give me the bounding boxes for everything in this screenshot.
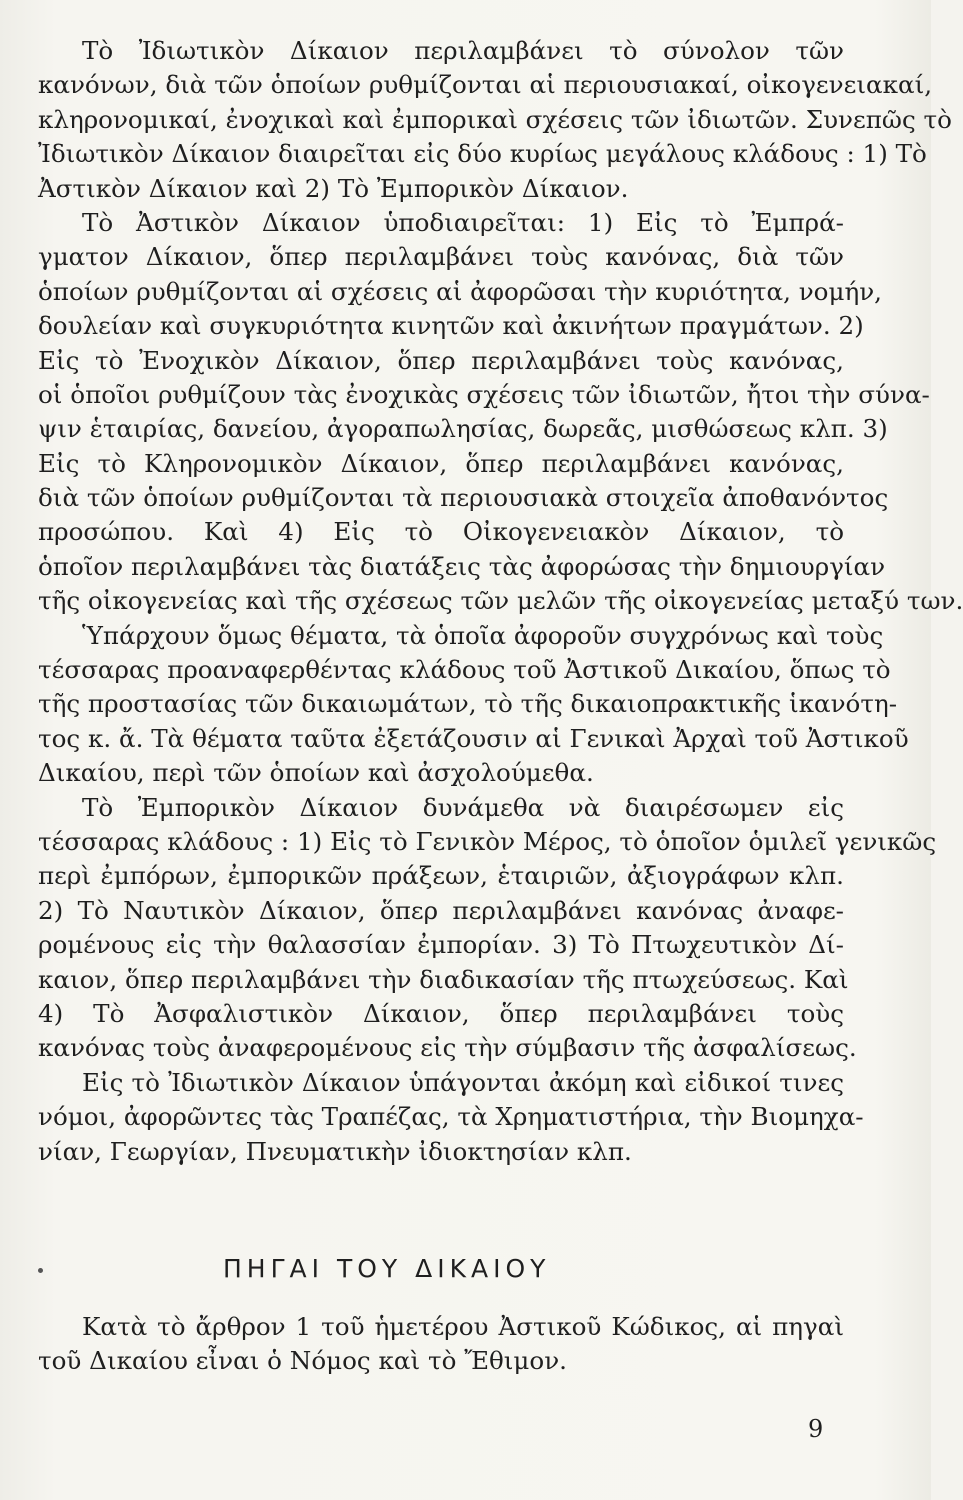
text-line: Ἀστικὸν Δίκαιον καὶ 2) Τὸ Ἐμπορικὸν Δίκαιον. — [38, 173, 629, 203]
text-line: Κατὰ τὸ ἄρθρον 1 τοῦ ἡμετέρου Ἀστικοῦ Κώδικος, αἱ πηγαὶ — [82, 1312, 844, 1341]
paragraph-civil-law — [38, 206, 963, 619]
text-line: νίαν, Γεωργίαν, Πνευματικὴν ἰδιοκτησίαν κλπ. — [38, 1136, 632, 1166]
text-line: Τὸ Ἀστικὸν Δίκαιον ὑποδιαιρεῖται: 1) Εἰς τὸ Ἐμπρά- — [82, 207, 844, 237]
text-line: κληρονομικαί, ἐνοχικαὶ καὶ ἐμπορικαὶ σχέσεις τῶν ἰδιωτῶν. Συνεπῶς τὸ — [38, 104, 952, 134]
text-line: τοῦ Δικαίου εἶναι ὁ Νόμος καὶ τὸ Ἔθιμον. — [38, 1346, 567, 1376]
text-line: Εἰς τὸ Ἐνοχικὸν Δίκαιον, ὅπερ περιλαμβάνει τοὺς κανόνας, — [38, 345, 844, 375]
text-line: Εἰς τὸ Ἰδιωτικὸν Δίκαιον ὑπάγονται ἀκόμη καὶ εἰδικοί τινες — [82, 1067, 844, 1097]
text-line: τῆς προστασίας τῶν δικαιωμάτων, τὸ τῆς δικαιοπρακτικῆς ἱκανότη- — [38, 689, 898, 719]
text-line: Ἰδιωτικὸν Δίκαιον διαιρεῖται εἰς δύο κυρίως μεγάλους κλάδους : 1) Τὸ — [38, 139, 927, 169]
text-line: Ὑπάρχουν ὅμως θέματα, τὰ ὁποῖα ἀφοροῦν συγχρόνως καὶ τοὺς — [82, 620, 884, 650]
text-line: τέσσαρας προαναφερθέντας κλάδους τοῦ Ἀστικοῦ Δικαίου, ὅπως τὸ — [38, 655, 891, 685]
text-line: περὶ ἐμπόρων, ἐμπορικῶν πράξεων, ἑταιριῶν, ἀξιογράφων κλπ. — [38, 861, 844, 891]
text-line: νόμοι, ἀφορῶντες τὰς Τραπέζας, τὰ Χρηματιστήρια, τὴν Βιομηχα- — [38, 1102, 864, 1132]
text-line: προσώπου. Καὶ 4) Εἰς τὸ Οἰκογενειακὸν Δίκαιον, τὸ — [38, 517, 844, 547]
text-line: κανόνων, διὰ τῶν ὁποίων ρυθμίζονται αἱ περιουσιακαί, οἰκογενειακαί, — [38, 70, 933, 100]
text-line: τος κ. ἄ. Τὰ θέματα ταῦτα ἐξετάζουσιν αἱ Γενικαὶ Ἀρχαὶ τοῦ Ἀστικοῦ — [38, 723, 909, 753]
text-line: κανόνας τοὺς ἀναφερομένους εἰς τὴν σύμβασιν τῆς ἀσφαλίσεως. — [38, 1033, 857, 1063]
text-line: γματον Δίκαιον, ὅπερ περιλαμβάνει τοὺς κανόνας, διὰ τῶν — [38, 242, 844, 272]
page-number: 9 — [808, 1415, 824, 1443]
paragraph-special-laws — [38, 1066, 864, 1169]
text-line: ψιν ἑταιρίας, δανείου, ἀγοραπωλησίας, δωρεᾶς, μισθώσεως κλπ. 3) — [38, 414, 888, 444]
text-line: ὁποίων ρυθμίζονται αἱ σχέσεις αἱ ἀφορῶσαι τὴν κυριότητα, νομήν, — [38, 276, 882, 306]
text-line: τέσσαρας κλάδους : 1) Εἰς τὸ Γενικὸν Μέρος, τὸ ὁποῖον ὁμιλεῖ γενικῶς — [38, 826, 937, 856]
text-line: Τὸ Ἰδιωτικὸν Δίκαιον περιλαμβάνει τὸ σύνολον τῶν — [82, 36, 844, 65]
section-heading: ΠΗΓΑΙ ΤΟΥ ΔΙΚΑΙΟΥ — [223, 1254, 551, 1283]
paragraph-sources-of-law — [38, 1310, 844, 1379]
text-line: καιον, ὅπερ περιλαμβάνει τὴν διαδικασίαν τῆς πτωχεύσεως. Καὶ — [38, 964, 849, 994]
text-line: δουλείαν καὶ συγκυριότητα κινητῶν καὶ ἀκινήτων πραγμάτων. 2) — [38, 311, 864, 341]
text-line: 2) Τὸ Ναυτικὸν Δίκαιον, ὅπερ περιλαμβάνει κανόνας ἀναφε- — [38, 895, 844, 925]
text-line: ρομένους εἰς τὴν θαλασσίαν ἐμπορίαν. 3) Τὸ Πτωχευτικὸν Δί- — [38, 930, 844, 960]
text-line: τῆς οἰκογενείας καὶ τῆς σχέσεως τῶν μελῶν τῆς οἰκογενείας μεταξύ των. — [38, 586, 963, 616]
body-text — [38, 34, 963, 1169]
text-line: Δικαίου, περὶ τῶν ὁποίων καὶ ἀσχολούμεθα. — [38, 758, 594, 788]
paragraph-commercial-law — [38, 791, 937, 1066]
section-heading-block — [38, 1252, 844, 1292]
text-line: ὁποῖον περιλαμβάνει τὰς διατάξεις τὰς ἀφορώσας τὴν δημιουργίαν — [38, 551, 886, 581]
text-line: Τὸ Ἐμπορικὸν Δίκαιον δυνάμεθα νὰ διαιρέσωμεν εἰς — [82, 792, 844, 822]
ink-dot — [38, 1268, 43, 1273]
text-line: Εἰς τὸ Κληρονομικὸν Δίκαιον, ὅπερ περιλαμβάνει κανόνας, — [38, 448, 844, 478]
text-line: διὰ τῶν ὁποίων ρυθμίζονται τὰ περιουσιακὰ στοιχεῖα ἀποθανόντος — [38, 483, 889, 513]
paragraph-private-law — [38, 34, 952, 206]
text-line: οἱ ὁποῖοι ρυθμίζουν τὰς ἐνοχικὰς σχέσεις τῶν ἰδιωτῶν, ἤτοι τὴν σύνα- — [38, 379, 930, 409]
paragraph-general-principles — [38, 619, 909, 791]
text-line: 4) Τὸ Ἀσφαλιστικὸν Δίκαιον, ὅπερ περιλαμβάνει τοὺς — [38, 998, 844, 1028]
